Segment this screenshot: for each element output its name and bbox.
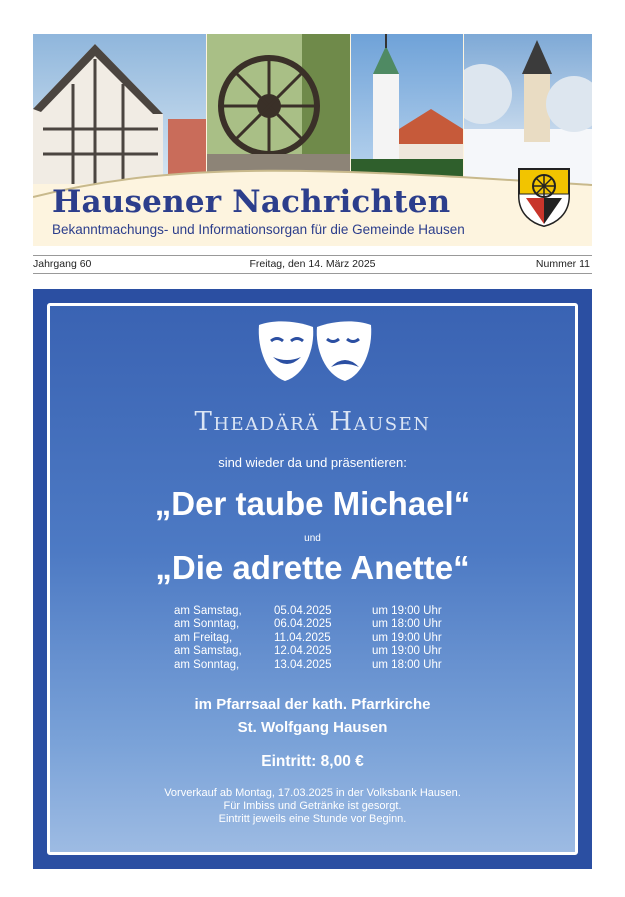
poster-intro: sind wieder da und präsentieren: bbox=[218, 455, 407, 470]
performance-day: am Freitag, bbox=[174, 631, 233, 644]
play-title-2: „Die adrette Anette“ bbox=[155, 549, 470, 586]
performance-schedule bbox=[174, 605, 474, 672]
performance-row bbox=[174, 645, 474, 658]
performance-row bbox=[174, 618, 474, 631]
play-title-1: „Der taube Michael“ bbox=[154, 485, 471, 522]
troupe-name: Theadärä Hausen bbox=[194, 407, 431, 437]
issue-volume: Jahrgang 60 bbox=[33, 258, 92, 270]
performance-time: um 18:00 Uhr bbox=[372, 658, 442, 671]
play-connector: und bbox=[304, 533, 321, 544]
performance-date: 13.04.2025 bbox=[274, 658, 332, 671]
issue-info-bar bbox=[33, 255, 592, 274]
admission-price: Eintritt: 8,00 € bbox=[261, 753, 364, 770]
performance-day: am Samstag, bbox=[174, 645, 242, 658]
performance-day: am Samstag, bbox=[174, 605, 242, 617]
performance-date: 06.04.2025 bbox=[274, 618, 332, 631]
performance-row bbox=[174, 659, 474, 672]
masthead-title: Hausener Nachrichten bbox=[52, 184, 451, 220]
venue-line-1: im Pfarrsaal der kath. Pfarrkirche bbox=[194, 696, 431, 713]
performance-date: 11.04.2025 bbox=[274, 631, 331, 644]
municipal-crest-icon bbox=[516, 166, 572, 228]
performance-date: 05.04.2025 bbox=[274, 605, 332, 617]
catering-note: Für Imbiss und Getränke ist gesorgt. bbox=[223, 800, 402, 812]
performance-day: am Sonntag, bbox=[174, 618, 240, 631]
performance-time: um 18:00 Uhr bbox=[372, 618, 442, 631]
issue-date: Freitag, den 14. März 2025 bbox=[249, 258, 376, 270]
performance-row bbox=[174, 632, 474, 645]
masthead-subtitle: Bekanntmachungs- und Informationsorgan für die Gemeinde Hausen bbox=[52, 222, 465, 237]
performance-date: 12.04.2025 bbox=[274, 645, 332, 658]
performance-time: um 19:00 Uhr bbox=[372, 645, 442, 658]
doors-note: Eintritt jeweils eine Stunde vor Beginn. bbox=[218, 813, 407, 825]
theater-masks-icon bbox=[255, 319, 375, 385]
presale-note: Vorverkauf ab Montag, 17.03.2025 in der Volksbank Hausen. bbox=[164, 787, 461, 799]
issue-number: Nummer 11 bbox=[535, 258, 590, 270]
performance-time: um 19:00 Uhr bbox=[372, 631, 442, 644]
performance-row bbox=[174, 605, 474, 618]
performance-time: um 19:00 Uhr bbox=[372, 605, 442, 617]
performance-day: am Sonntag, bbox=[174, 658, 240, 671]
theater-poster bbox=[33, 289, 592, 869]
venue-line-2: St. Wolfgang Hausen bbox=[237, 719, 388, 736]
